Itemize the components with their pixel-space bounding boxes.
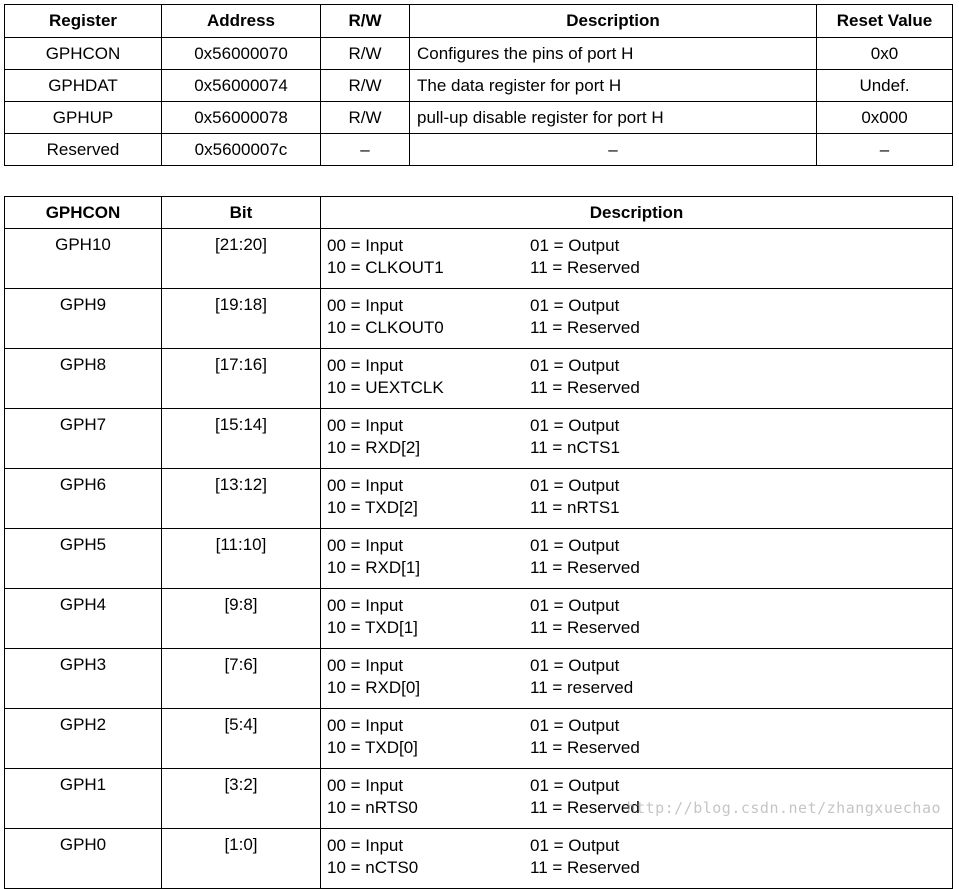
option-01: 01 = Output — [530, 656, 620, 675]
table-row — [5, 70, 953, 102]
register-description: – — [410, 134, 817, 166]
register-description: pull-up disable register for port H — [410, 102, 817, 134]
option-11: 11 = nCTS1 — [530, 438, 620, 457]
header-address: Address — [162, 5, 321, 38]
pin-description — [321, 469, 953, 529]
bit-range: [7:6] — [162, 649, 321, 709]
table-row — [5, 134, 953, 166]
option-00: 00 = Input — [327, 836, 404, 855]
register-rw: – — [321, 134, 410, 166]
register-rw: R/W — [321, 38, 410, 70]
register-reset-value: 0x000 — [817, 102, 953, 134]
header-reset-value: Reset Value — [817, 5, 953, 38]
pin-description — [321, 529, 953, 589]
table-row — [5, 409, 953, 469]
table-row — [5, 349, 953, 409]
header-gphcon: GPHCON — [5, 197, 162, 229]
table-row — [5, 229, 953, 289]
bit-table-body — [5, 229, 953, 889]
pin-options — [321, 649, 952, 699]
pin-name: GPH2 — [5, 709, 162, 769]
pin-name: GPH1 — [5, 769, 162, 829]
bit-range: [11:10] — [162, 529, 321, 589]
bit-range: [15:14] — [162, 409, 321, 469]
register-table — [4, 4, 953, 166]
bit-range: [17:16] — [162, 349, 321, 409]
table-row — [5, 469, 953, 529]
table-row — [5, 649, 953, 709]
table-row — [5, 102, 953, 134]
option-11: 11 = Reserved — [530, 318, 640, 337]
register-name: Reserved — [5, 134, 162, 166]
option-10: 10 = UEXTCLK — [327, 378, 444, 397]
option-01: 01 = Output — [530, 836, 620, 855]
option-10: 10 = CLKOUT0 — [327, 318, 444, 337]
register-address: 0x5600007c — [162, 134, 321, 166]
pin-options — [321, 529, 952, 579]
pin-name: GPH8 — [5, 349, 162, 409]
bit-range: [21:20] — [162, 229, 321, 289]
option-01: 01 = Output — [530, 776, 620, 795]
pin-options — [321, 469, 952, 519]
option-00: 00 = Input — [327, 476, 404, 495]
table-row — [5, 829, 953, 889]
register-description: Configures the pins of port H — [410, 38, 817, 70]
pin-options — [321, 829, 952, 879]
option-00: 00 = Input — [327, 776, 404, 795]
option-11: 11 = Reserved — [530, 618, 640, 637]
option-10: 10 = nRTS0 — [327, 798, 418, 817]
pin-description — [321, 409, 953, 469]
option-10: 10 = RXD[0] — [327, 678, 421, 697]
option-00: 00 = Input — [327, 596, 404, 615]
option-00: 00 = Input — [327, 356, 404, 375]
table-row — [5, 529, 953, 589]
header-bit-description: Description — [321, 197, 953, 229]
option-00: 00 = Input — [327, 416, 404, 435]
register-reset-value: Undef. — [817, 70, 953, 102]
option-01: 01 = Output — [530, 356, 620, 375]
header-register: Register — [5, 5, 162, 38]
register-address: 0x56000070 — [162, 38, 321, 70]
register-description: The data register for port H — [410, 70, 817, 102]
pin-options — [321, 229, 952, 279]
option-11: 11 = Reserved — [530, 558, 640, 577]
pin-name: GPH6 — [5, 469, 162, 529]
option-10: 10 = nCTS0 — [327, 858, 419, 877]
pin-name: GPH7 — [5, 409, 162, 469]
register-name: GPHUP — [5, 102, 162, 134]
option-10: 10 = RXD[1] — [327, 558, 421, 577]
option-11: 11 = reserved — [530, 678, 634, 697]
bit-range: [3:2] — [162, 769, 321, 829]
pin-description — [321, 649, 953, 709]
option-01: 01 = Output — [530, 476, 620, 495]
table-row — [5, 709, 953, 769]
pin-name: GPH0 — [5, 829, 162, 889]
register-address: 0x56000074 — [162, 70, 321, 102]
register-reset-value: 0x0 — [817, 38, 953, 70]
pin-options — [321, 289, 952, 339]
table-row — [5, 289, 953, 349]
header-rw: R/W — [321, 5, 410, 38]
pin-description — [321, 829, 953, 889]
pin-description — [321, 709, 953, 769]
option-01: 01 = Output — [530, 716, 620, 735]
option-00: 00 = Input — [327, 716, 404, 735]
bit-range: [9:8] — [162, 589, 321, 649]
header-bit: Bit — [162, 197, 321, 229]
table-row — [5, 589, 953, 649]
register-reset-value: – — [817, 134, 953, 166]
option-00: 00 = Input — [327, 656, 404, 675]
pin-name: GPH3 — [5, 649, 162, 709]
pin-options — [321, 349, 952, 399]
option-00: 00 = Input — [327, 236, 404, 255]
bit-range: [19:18] — [162, 289, 321, 349]
header-description: Description — [410, 5, 817, 38]
option-01: 01 = Output — [530, 536, 620, 555]
register-table-header — [5, 5, 953, 38]
option-00: 00 = Input — [327, 296, 404, 315]
option-01: 01 = Output — [530, 236, 620, 255]
bit-range: [5:4] — [162, 709, 321, 769]
option-10: 10 = TXD[0] — [327, 738, 418, 757]
option-01: 01 = Output — [530, 416, 620, 435]
option-11: 11 = nRTS1 — [530, 498, 620, 517]
watermark: http://blog.csdn.net/zhangxuechao — [626, 799, 941, 817]
register-address: 0x56000078 — [162, 102, 321, 134]
option-11: 11 = Reserved — [530, 258, 640, 277]
option-01: 01 = Output — [530, 296, 620, 315]
register-rw: R/W — [321, 102, 410, 134]
option-01: 01 = Output — [530, 596, 620, 615]
bit-range: [13:12] — [162, 469, 321, 529]
pin-description — [321, 289, 953, 349]
pin-description — [321, 229, 953, 289]
option-11: 11 = Reserved — [530, 798, 640, 817]
pin-name: GPH9 — [5, 289, 162, 349]
pin-options — [321, 409, 952, 459]
bit-table-header — [5, 197, 953, 229]
pin-description — [321, 349, 953, 409]
pin-description — [321, 589, 953, 649]
bit-range: [1:0] — [162, 829, 321, 889]
option-10: 10 = CLKOUT1 — [327, 258, 444, 277]
option-11: 11 = Reserved — [530, 378, 640, 397]
option-10: 10 = RXD[2] — [327, 438, 421, 457]
pin-options — [321, 589, 952, 639]
option-11: 11 = Reserved — [530, 858, 640, 877]
pin-options — [321, 709, 952, 759]
register-name: GPHDAT — [5, 70, 162, 102]
pin-name: GPH5 — [5, 529, 162, 589]
gphcon-bit-table — [4, 196, 953, 889]
pin-name: GPH4 — [5, 589, 162, 649]
option-00: 00 = Input — [327, 536, 404, 555]
register-name: GPHCON — [5, 38, 162, 70]
option-11: 11 = Reserved — [530, 738, 640, 757]
table-row — [5, 38, 953, 70]
pin-name: GPH10 — [5, 229, 162, 289]
option-10: 10 = TXD[2] — [327, 498, 418, 517]
register-rw: R/W — [321, 70, 410, 102]
option-10: 10 = TXD[1] — [327, 618, 418, 637]
